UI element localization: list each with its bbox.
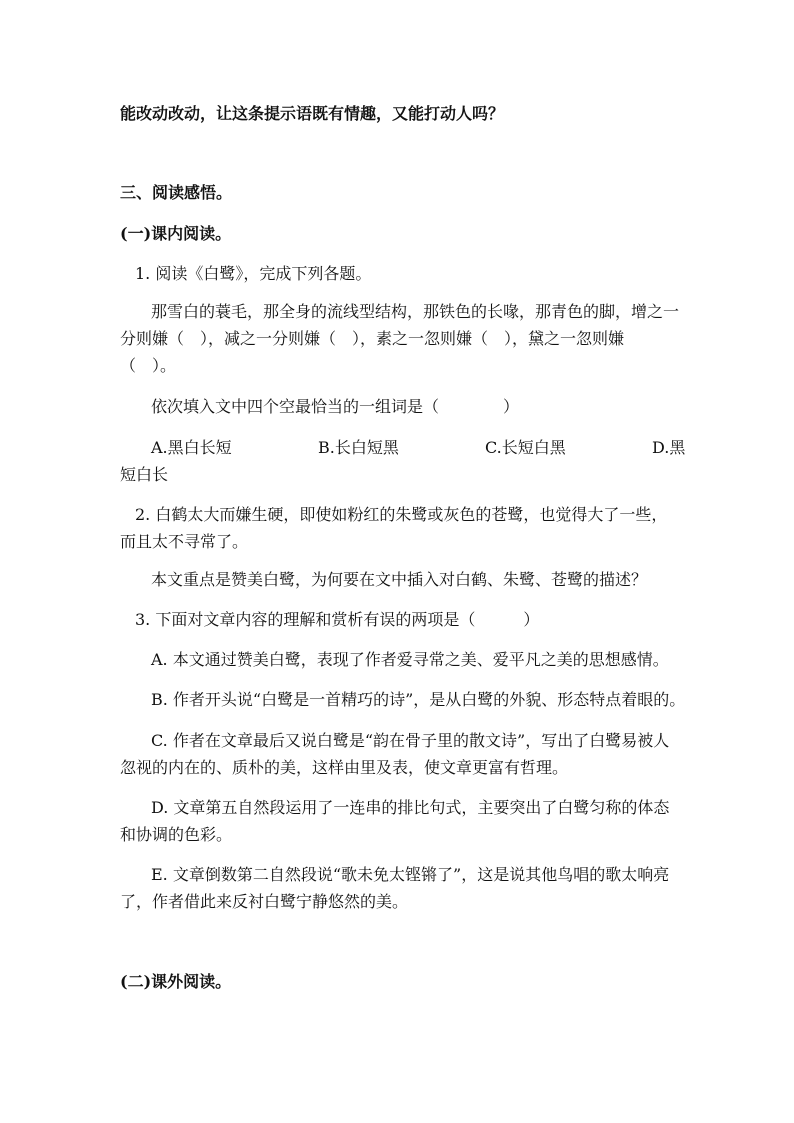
q2-line2: 而且太不寻常了。 bbox=[120, 532, 249, 551]
section-heading-reading: 三、阅读感悟。 bbox=[120, 183, 233, 202]
q1-prompt: 1. 阅读《白鹭》，完成下列各题。 bbox=[135, 264, 372, 283]
q3-option-d-line2: 和协调的色彩。 bbox=[120, 825, 233, 844]
q3-option-e-line1: E. 文章倒数第二自然段说“歌未免太铿锵了”，这是说其他鸟唱的歌太响亮 bbox=[151, 865, 670, 884]
q1-passage-line1: 那雪白的蓑毛，那全身的流线型结构，那铁色的长喙，那青色的脚，增之一 bbox=[151, 302, 680, 321]
q3-option-a: A. 本文通过赞美白鹭，表现了作者爱寻常之美、爱平凡之美的思想感情。 bbox=[151, 650, 669, 669]
q3-option-c-line2: 忽视的内在的、质朴的美，这样由里及表，使文章更富有哲理。 bbox=[120, 758, 569, 777]
q1-option-b: B.长白短黑 bbox=[318, 438, 399, 457]
q1-option-d-continued: 短白长 bbox=[120, 465, 169, 484]
q1-instruction: 依次填入文中四个空最恰当的一组词是（ ） bbox=[151, 397, 520, 416]
q1-passage-line2: 分则嫌（ ），减之一分则嫌（ ），素之一忽则嫌（ ），黛之一忽则嫌 bbox=[120, 329, 625, 348]
subsection-heading-in-class: (一)课内阅读。 bbox=[120, 224, 232, 243]
q1-passage-line3: （ ）。 bbox=[120, 356, 177, 375]
q3-prompt: 3. 下面对文章内容的理解和赏析有误的两项是（ ） bbox=[135, 610, 540, 629]
q1-option-d: D.黑 bbox=[652, 438, 686, 457]
q1-option-a: A.黑白长短 bbox=[151, 438, 232, 457]
q2-question: 本文重点是赞美白鹭，为何要在文中插入对白鹤、朱鹭、苍鹭的描述？ bbox=[151, 570, 648, 589]
q3-option-d-line1: D. 文章第五自然段运用了一连串的排比句式，主要突出了白鹭匀称的体态 bbox=[151, 798, 670, 817]
q1-option-c: C.长短白黑 bbox=[485, 438, 566, 457]
q3-option-e-line2: 了，作者借此来反衬白鹭宁静悠然的美。 bbox=[120, 892, 409, 911]
q2-line1: 2. 白鹤太大而嫌生硬，即使如粉红的朱鹭或灰色的苍鹭，也觉得大了一些， bbox=[135, 505, 668, 524]
subsection-heading-extracurricular: (二)课外阅读。 bbox=[120, 972, 232, 991]
q3-option-b: B. 作者开头说“白鹭是一首精巧的诗”，是从白鹭的外貌、形态特点着眼的。 bbox=[151, 690, 686, 709]
q3-option-c-line1: C. 作者在文章最后又说白鹭是“韵在骨子里的散文诗”，写出了白鹭易被人 bbox=[151, 731, 670, 750]
top-question-line: 能改动改动，让这条提示语既有情趣，又能打动人吗？ bbox=[120, 104, 505, 123]
